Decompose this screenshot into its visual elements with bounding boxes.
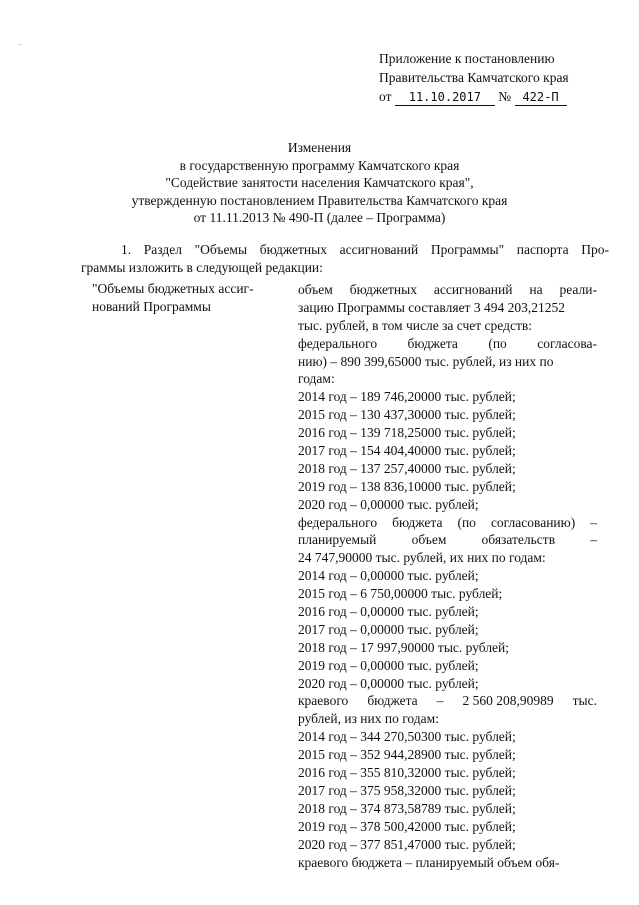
from-label: от (379, 89, 392, 104)
planned-line-2 (298, 531, 597, 549)
federal-year-line: 2018 год – 137 257,40000 тыс. рублей; (298, 460, 516, 476)
table-right-cell (298, 281, 597, 871)
title-line-5: от 11.11.2013 № 490-П (далее – Программа) (193, 210, 446, 226)
word: федерального (298, 514, 378, 530)
planned-year-line: 2016 год – 0,00000 тыс. рублей; (298, 604, 479, 620)
title-line-2: в государственную программу Камчатского края (179, 157, 460, 173)
header-line-2: Правительства Камчатского края (379, 70, 569, 85)
attachment-header (379, 49, 569, 106)
word: – (590, 514, 597, 530)
word: согласова- (537, 335, 597, 351)
word: бюджета (392, 514, 443, 530)
title-line-1: Изменения (287, 140, 352, 155)
title-line-3: "Содействие занятости населения Камчатского края", (165, 175, 474, 191)
right-line-5: нию) – 890 399,65000 тыс. рублей, из них по (298, 353, 554, 369)
federal-year-line: 2016 год – 139 718,25000 тыс. рублей; (298, 425, 516, 441)
decree-date: 11.10.2017 (395, 90, 495, 106)
word: краевого (298, 693, 349, 709)
left-cell-line-1: "Объемы бюджетных ассиг- (92, 281, 254, 296)
word: (по (488, 335, 507, 351)
word: – (436, 693, 444, 709)
regional-year-line: 2020 год – 377 851,47000 тыс. рублей; (298, 836, 516, 852)
regional-year-line: 2019 год – 378 500,42000 тыс. рублей; (298, 818, 516, 834)
planned-year-line: 2014 год – 0,00000 тыс. рублей; (298, 568, 479, 584)
paragraph-1-line-2: граммы изложить в следующей редакции: (81, 259, 323, 275)
word: бюджета (407, 335, 458, 351)
header-line-3 (379, 87, 569, 106)
left-cell-line-2: нований Программы (92, 298, 211, 314)
word: (по (457, 514, 476, 530)
word: тыс. (572, 693, 597, 709)
scan-mark (18, 44, 21, 45)
planned-year-line: 2020 год – 0,00000 тыс. рублей; (298, 675, 479, 691)
word: ассигнований (433, 282, 513, 297)
word: согласованию) (490, 514, 576, 530)
planned-year-line: 2015 год – 6 750,00000 тыс. рублей; (298, 586, 503, 602)
planned-year-line: 2017 год – 0,00000 тыс. рублей; (298, 621, 479, 637)
title-line-4: утвержденную постановлением Правительства Камчатского края (131, 192, 508, 208)
document-title (0, 139, 639, 227)
word: 2 560 208,90989 (462, 693, 554, 709)
right-line-2: зацию Программы составляет 3 494 203,21252 (298, 299, 565, 315)
word: бюджетных (349, 282, 417, 297)
regional-year-line: 2014 год – 344 270,50300 тыс. рублей; (298, 729, 516, 745)
word: планируемый (298, 532, 377, 548)
regional-year-line: 2016 год – 355 810,32000 тыс. рублей; (298, 765, 516, 781)
federal-year-line: 2014 год – 189 746,20000 тыс. рублей; (298, 389, 516, 405)
regional-line-1 (298, 692, 597, 710)
right-line-6: годам: (298, 371, 335, 387)
number-sign: № (498, 89, 512, 104)
federal-year-line: 2015 год – 130 437,30000 тыс. рублей; (298, 407, 516, 423)
paragraph-1-line-1: 1. Раздел "Объемы бюджетных ассигнований Программы" паспорта Про- (121, 242, 609, 257)
right-line-3: тыс. рублей, в том числе за счет средств: (298, 317, 533, 333)
regional-year-line: 2017 год – 375 958,32000 тыс. рублей; (298, 782, 516, 798)
planned-line-1 (298, 514, 597, 532)
word: – (590, 532, 597, 548)
word: бюджета (367, 693, 418, 709)
word: федерального (298, 335, 378, 351)
planned-year-line: 2019 год – 0,00000 тыс. рублей; (298, 657, 479, 673)
federal-year-line: 2020 год – 0,00000 тыс. рублей; (298, 496, 479, 512)
word: реали- (559, 282, 597, 297)
right-line-4 (298, 335, 597, 353)
federal-year-line: 2019 год – 138 836,10000 тыс. рублей; (298, 478, 516, 494)
planned-year-line: 2018 год – 17 997,90000 тыс. рублей; (298, 639, 510, 655)
federal-year-line: 2017 год – 154 404,40000 тыс. рублей; (298, 443, 516, 459)
regional-planned-line: краевого бюджета – планируемый объем обя- (298, 854, 560, 870)
regional-year-line: 2018 год – 374 873,58789 тыс. рублей; (298, 800, 516, 816)
word: объем (298, 282, 333, 297)
word: обязательств (481, 532, 556, 548)
word: на (529, 282, 543, 297)
header-line-1: Приложение к постановлению (379, 51, 555, 66)
decree-number: 422-П (515, 90, 567, 106)
right-line-1 (298, 281, 597, 299)
paragraph-1 (81, 241, 609, 276)
planned-line-3: 24 747,90000 тыс. рублей, их них по годам: (298, 550, 546, 566)
regional-year-line: 2015 год – 352 944,28900 тыс. рублей; (298, 747, 516, 763)
regional-line-2: рублей, из них по годам: (298, 711, 439, 727)
word: объем (411, 532, 447, 548)
table-left-cell (92, 280, 272, 315)
